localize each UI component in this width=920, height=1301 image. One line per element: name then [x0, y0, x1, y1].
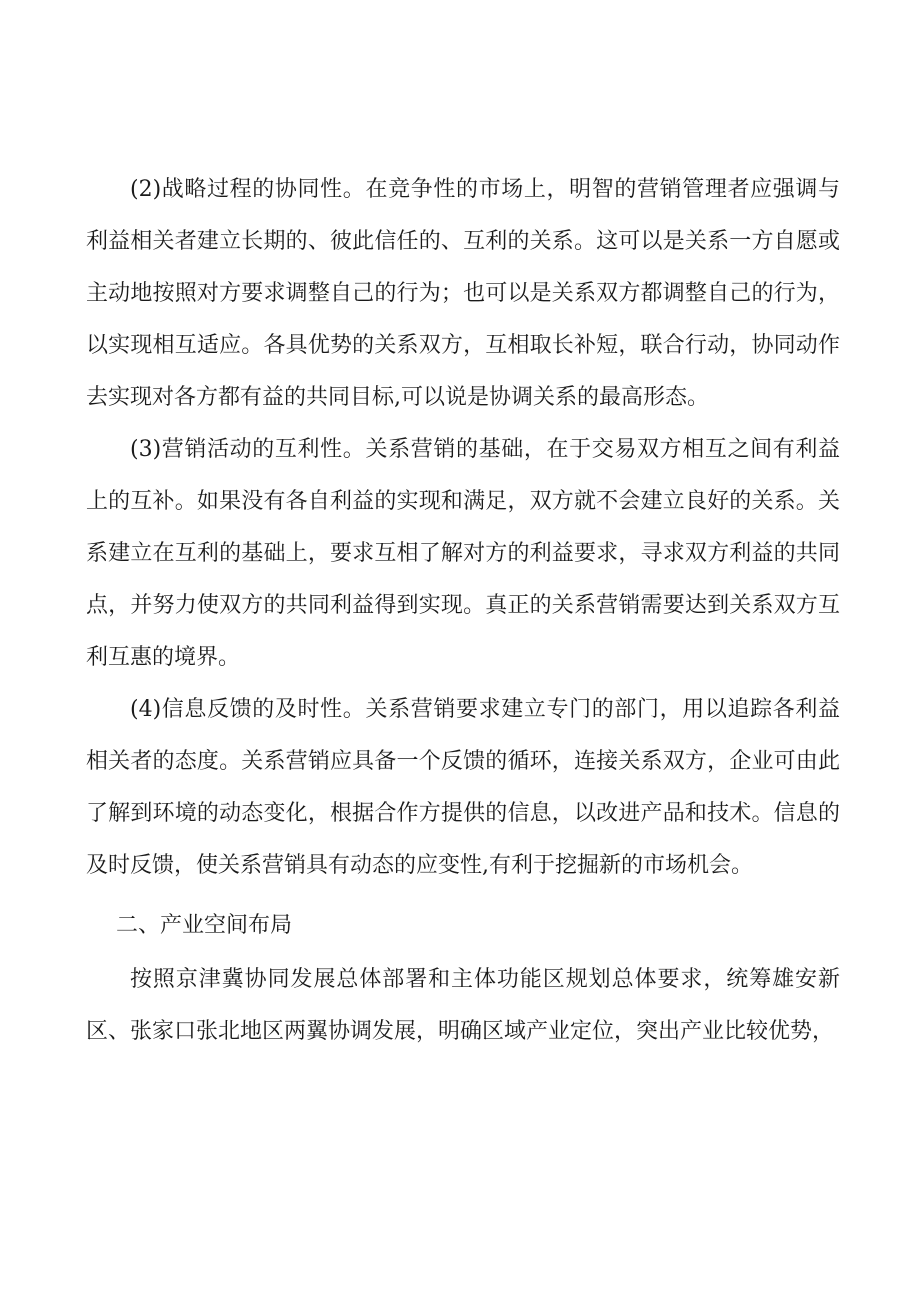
- paragraph-marketing-mutual-benefit: (3)营销活动的互利性。关系营销的基础，在于交易双方相互之间有利益上的互补。如果没有各自利益的实现和满足，双方就不会建立良好的关系。关系建立在互利的基础上，要求互相了解对方的利益要求，寻求双方利益的共同点，并努力使双方的共同利益得到实现。真正的关系营销需要达到关系双方互利互惠的境界。: [86, 437, 840, 670]
- paragraph-spatial-layout: 按照京津冀协同发展总体部署和主体功能区规划总体要求，统筹雄安新区、张家口张北地区两翼协调发展，明确区域产业定位，突出产业比较优势，: [86, 967, 840, 1044]
- paragraph-strategy-synergy: (2)战略过程的协同性。在竞争性的市场上，明智的营销管理者应强调与利益相关者建立长期的、彼此信任的、互利的关系。这可以是关系一方自愿或主动地按照对方要求调整自己的行为；也可以是关系双方都调整自己的行为，以实现相互适应。各具优势的关系双方，互相取长补短，联合行动，协同动作去实现对各方都有益的共同目标,可以说是协调关系的最高形态。: [86, 177, 840, 410]
- document-body: [86, 164, 840, 1058]
- section-heading: 二、产业空间布局: [116, 913, 293, 938]
- paragraph-feedback-timeliness: (4)信息反馈的及时性。关系营销要求建立专门的部门，用以追踪各利益相关者的态度。关系营销应具备一个反馈的循环，连接关系双方，企业可由此了解到环境的动态变化，根据合作方提供的信息，以改进产品和技术。信息的及时反馈，使关系营销具有动态的应变性,有利于挖掘新的市场机会。: [86, 697, 840, 878]
